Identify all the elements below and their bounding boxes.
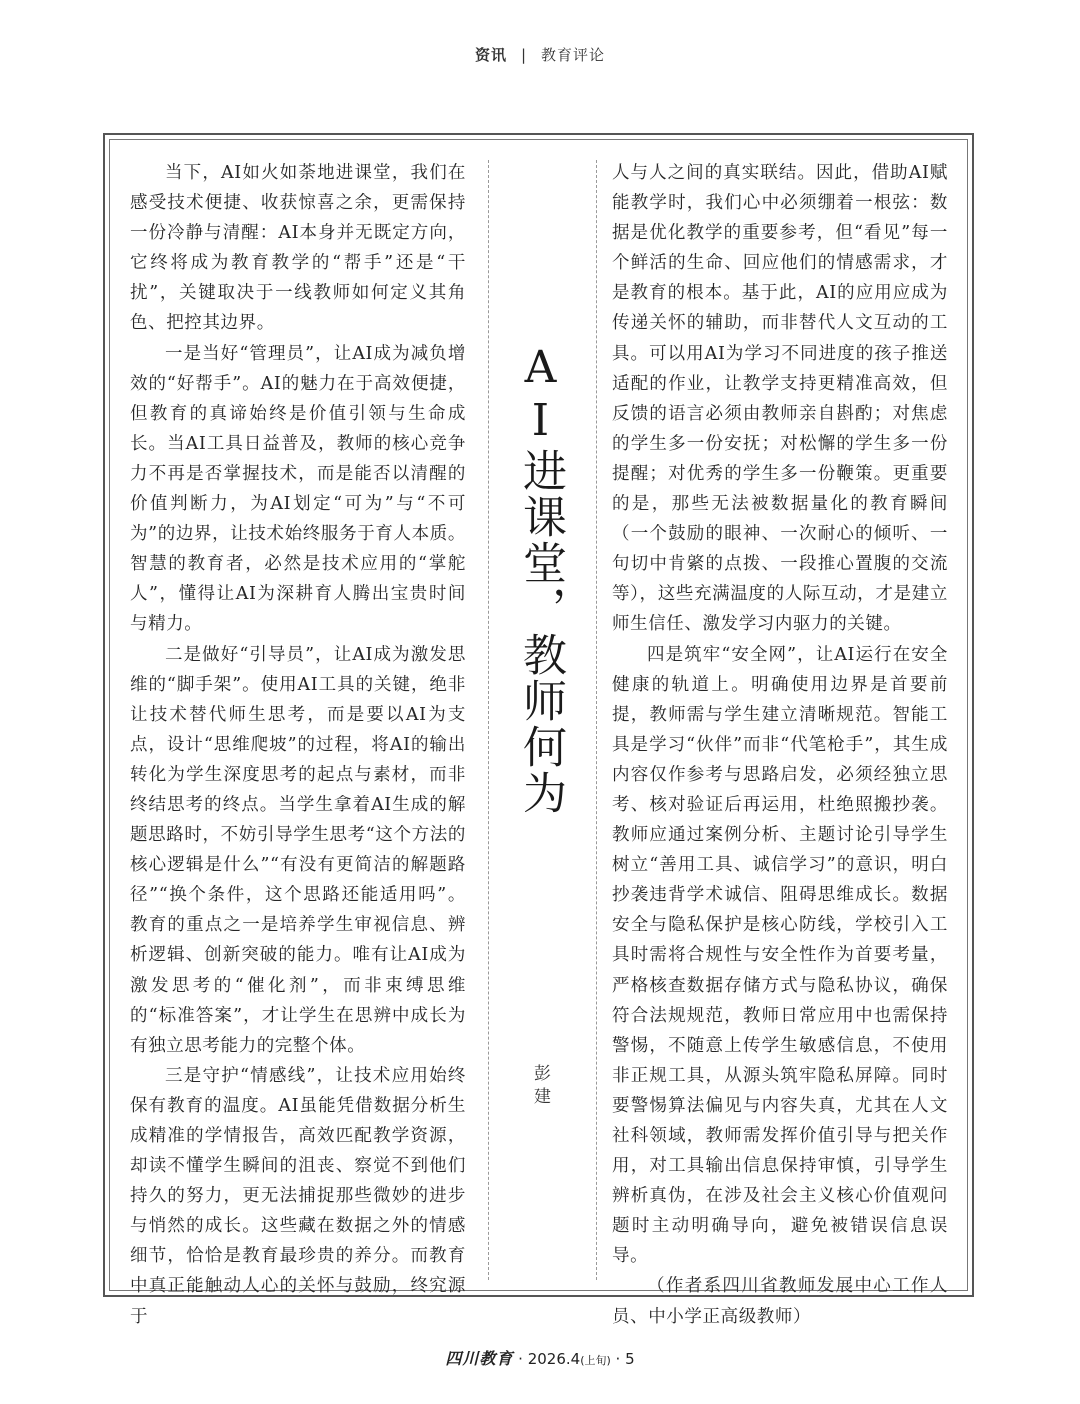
header-separator: | — [520, 46, 528, 64]
page-footer: 四川教育 · 2026.4(上旬) · 5 — [445, 1349, 635, 1368]
right-column — [612, 158, 948, 1332]
issue-number: 2026.4 — [527, 1350, 581, 1368]
article-title: AI进课堂，教师何为 — [515, 342, 566, 816]
paragraph-point-one: 一是当好“管理员”，让AI成为减负增效的“好帮手”。AI的魅力在于高效便捷，但教育的真谛始终是价值引领与生命成长。当AI工具日益普及，教师的核心竞争力不再是否掌握技术，而是能否以清醒的价值判断力，为AI划定“可为”与“不可为”的边界，让技术始终服务于育人本质。智慧的教育者，必然是技术应用的“掌舵人”，懂得让AI为深耕育人腾出宝贵时间与精力。 — [130, 343, 466, 635]
section-label: 资讯 — [474, 46, 507, 64]
left-column — [130, 158, 466, 1332]
page-header — [0, 44, 1080, 65]
paragraph-point-two: 二是做好“引导员”，让AI成为激发思维的“脚手架”。使用AI工具的关键，绝非让技术替代师生思考，而是要以AI为支点，设计“思维爬坡”的过程，将AI的输出转化为学生深度思考的起点与素材，而非终结思考的终点。当学生拿着AI生成的解题思路时，不妨引导学生思考“这个方法的核心逻辑是什么”“有没有更简洁的解题路径”“换个条件，这个思路还能适用吗”。教育的重点之一是培养学生审视信息、辨析逻辑、创新突破的能力。唯有让AI成为激发思考的“催化剂”，而非束缚思维的“标准答案”，才让学生在思辨中成长为有独立思考能力的完整个体。 — [130, 644, 466, 1056]
magazine-name: 四川教育 — [445, 1349, 514, 1368]
subsection-label: 教育评论 — [541, 46, 606, 64]
left-dotted-divider — [488, 160, 489, 1280]
issue-half: (上旬) — [580, 1354, 611, 1367]
right-dotted-divider — [596, 160, 597, 1280]
paragraph-intro: 当下，AI如火如荼地进课堂，我们在感受技术便捷、收获惊喜之余，更需保持一份冷静与清醒：AI本身并无既定方向，它终将成为教育教学的“帮手”还是“干扰”，关键取决于一线教师如何定义其角色、把控其边界。 — [130, 163, 466, 334]
paragraph-point-four: 四是筑牢“安全网”，让AI运行在安全健康的轨道上。明确使用边界是首要前提，教师需与学生建立清晰规范。智能工具是学习“伙伴”而非“代笔枪手”，其生成内容仅作参考与思路启发，必须经独立思考、核对验证后再运用，杜绝照搬抄袭。教师应通过案例分析、主题讨论引导学生树立“善用工具、诚信学习”的意识，明白抄袭违背学术诚信、阻碍思维成长。数据安全与隐私保护是核心防线，学校引入工具时需将合规性与安全性作为首要考量，严格核查数据存储方式与隐私协议，确保符合法规规范，教师日常应用中也需保持警惕，不随意上传学生敏感信息，不使用非正规工具，从源头筑牢隐私屏障。同时要警惕算法偏见与内容失真，尤其在人文社科领域，教师需发挥价值引导与把关作用，对工具输出信息保持审慎，引导学生辨析真伪，在涉及社会主义核心价值观问题时主动明确导向，避免被错误信息误导。 — [612, 644, 948, 1267]
paragraph-point-three-continued: 人与人之间的真实联结。因此，借助AI赋能教学时，我们心中必须绷着一根弦：数据是优化教学的重要参考，但“看见”每一个鲜活的生命、回应他们的情感需求，才是教育的根本。基于此，AI的应用应成为传递关怀的辅助，而非替代人文互动的工具。可以用AI为学习不同进度的孩子推送适配的作业，让教学支持更精准高效，但反馈的语言必须由教师亲自斟酌；对焦虑的学生多一份安抚；对松懈的学生多一份提醒；对优秀的学生多一份鞭策。更重要的是，那些无法被数据量化的教育瞬间（一个鼓励的眼神、一次耐心的倾听、一句切中肯綮的点拨、一段推心置腹的交流等），这些充满温度的人际互动，才是建立师生信任、激发学习内驱力的关键。 — [612, 163, 948, 635]
paragraph-point-three: 三是守护“情感线”，让技术应用始终保有教育的温度。AI虽能凭借数据分析生成精准的学情报告，高效匹配教学资源，却读不懂学生瞬间的沮丧、察觉不到他们持久的努力，更无法捕捉那些微妙的进步与悄然的成长。这些藏在数据之外的情感细节，恰恰是教育最珍贵的养分。而教育中真正能触动人心的关怀与鼓励，终究源于 — [130, 1065, 466, 1327]
author-name: 彭建 — [530, 1064, 550, 1110]
page-number: 5 — [625, 1350, 635, 1368]
author-bio: （作者系四川省教师发展中心工作人员、中小学正高级教师） — [612, 1276, 948, 1327]
